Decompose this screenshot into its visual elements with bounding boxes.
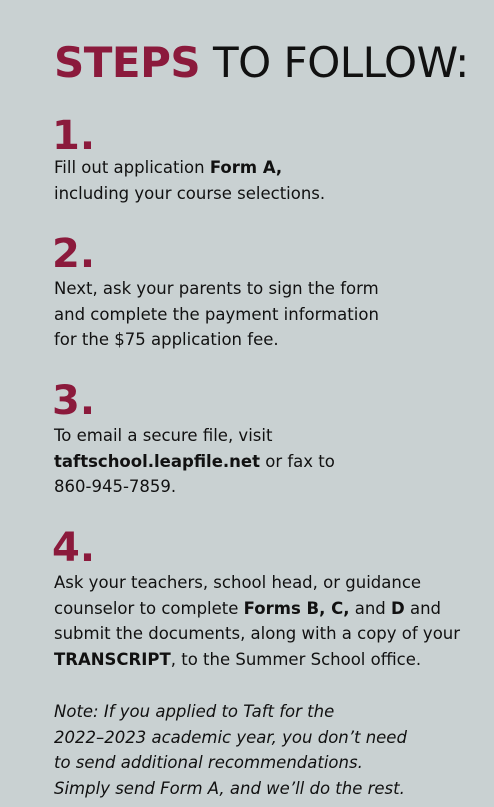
step-4-number: 4. [52, 525, 96, 571]
step-2-number: 2. [52, 231, 96, 277]
form-d-label: D [391, 598, 405, 618]
step-4-line2b: and [349, 598, 392, 618]
note-line2: 2022–2023 academic year, you don’t need [54, 727, 407, 747]
step-1-line2: including your course selections. [54, 183, 326, 203]
note-line3: to send additional recommendations. [54, 753, 363, 772]
transcript-label: TRANSCRIPT [54, 649, 171, 669]
title-highlight: STEPS [54, 38, 201, 87]
step-1-text [54, 155, 474, 206]
step-4-line3: submit the documents, along with a copy of your [54, 624, 461, 643]
step-3-text [54, 423, 474, 500]
step-2-line1: Next, ask your parents to sign the form [54, 279, 379, 298]
step-3-line1: To email a secure file, visit [54, 426, 273, 445]
step-4-line2c: and [404, 598, 442, 618]
title-rest: TO FOLLOW: [200, 38, 469, 87]
step-3-line2: or fax to [260, 451, 335, 471]
fax-number: 860-945-7859. [54, 477, 177, 496]
step-4-text [54, 570, 484, 672]
page-title [54, 38, 469, 88]
step-2-line2: and complete the payment information [54, 304, 379, 324]
note-text [54, 699, 474, 801]
note-line4: Simply send Form A, and we’ll do the rest. [54, 778, 405, 798]
step-1-line1: Fill out application [54, 158, 210, 177]
leapfile-link[interactable]: taftschool.leapfile.net [54, 451, 260, 471]
step-1-number: 1. [52, 113, 96, 159]
step-3-number: 3. [52, 378, 96, 424]
step-4-line1: Ask your teachers, school head, or guidance [54, 573, 422, 592]
step-4-line2a: counselor to complete [54, 598, 244, 618]
step-4-line4: , to the Summer School office. [170, 649, 422, 669]
form-a-label: Form A, [209, 158, 283, 177]
forms-bc-label: Forms B, C, [243, 598, 350, 618]
step-2-line3: for the $75 application fee. [54, 330, 279, 349]
step-2-text [54, 276, 474, 353]
note-line1: Note: If you applied to Taft for the [54, 702, 335, 721]
